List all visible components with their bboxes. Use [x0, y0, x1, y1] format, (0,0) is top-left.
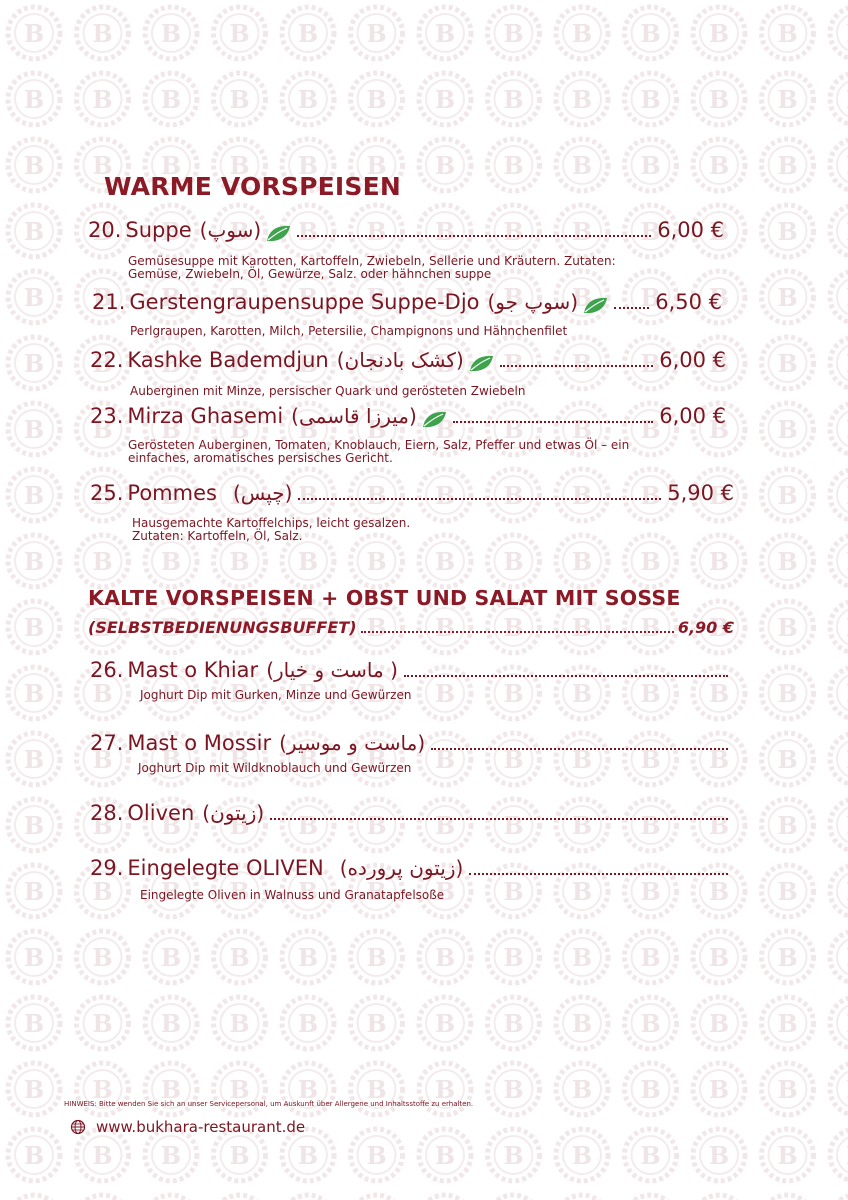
item-name: Eingelegte OLIVEN	[127, 856, 324, 880]
menu-item-28	[90, 801, 734, 833]
menu-item-27	[90, 731, 734, 763]
leaf-icon	[265, 225, 291, 243]
item-description: Hausgemachte Kartoffelchips, leicht gesalzen. Zutaten: Kartoffeln, Öl, Salz.	[132, 516, 411, 543]
item-arabic-name: (چپس)	[232, 481, 293, 505]
leaf-icon	[421, 411, 447, 429]
item-name: Gerstengraupensuppe Suppe-Djo	[129, 290, 480, 314]
item-arabic-name: ( ماست و خیار)	[266, 658, 398, 682]
item-number: 23.	[90, 404, 124, 428]
item-description: Gemüsesuppe mit Karotten, Kartoffeln, Zwiebeln, Sellerie und Kräutern. Zutaten: Gemüse, Zwiebeln, Öl, Gewürze, Salz. oder hähnchen suppe	[128, 254, 616, 281]
item-price: 5,90 €	[667, 481, 734, 505]
item-number: 22.	[90, 348, 124, 372]
buffet-price-line	[88, 618, 734, 642]
menu-item-22	[90, 348, 726, 380]
item-arabic-name: (زیتون پرورده)	[339, 856, 464, 880]
globe-icon	[70, 1119, 86, 1135]
dotted-leader	[404, 675, 728, 677]
dotted-leader	[431, 748, 728, 750]
item-description: Auberginen mit Minze, persischer Quark und gerösteten Zwiebeln	[130, 384, 526, 398]
item-name: Pommes	[127, 481, 217, 505]
dotted-leader	[270, 818, 728, 820]
menu-item-23	[90, 404, 726, 436]
item-number: 25.	[90, 481, 124, 505]
warm-section-title: WARME VORSPEISEN	[104, 172, 402, 201]
item-number: 27.	[90, 731, 124, 755]
dotted-leader	[361, 631, 674, 633]
item-arabic-name: (سوپ)	[199, 218, 262, 242]
dotted-leader	[453, 421, 653, 423]
item-name: Mast o Mossir	[127, 731, 272, 755]
item-description: Joghurt Dip mit Gurken, Minze und Gewürzen	[140, 688, 412, 702]
item-number: 28.	[90, 801, 124, 825]
buffet-label: (SELBSTBEDIENUNGSBUFFET)	[88, 618, 357, 637]
item-price: 6,00 €	[659, 348, 726, 372]
item-arabic-name: (ماست و موسیر)	[279, 731, 426, 755]
item-description: Eingelegte Oliven in Walnuss und Granatapfelsoße	[140, 888, 445, 902]
leaf-icon	[582, 297, 608, 315]
item-description: Perlgraupen, Karotten, Milch, Petersilie, Champignons und Hähnchenfilet	[130, 324, 568, 338]
item-number: 21.	[92, 290, 126, 314]
dotted-leader	[614, 307, 649, 309]
item-price: 6,00 €	[657, 218, 724, 242]
buffet-price: 6,90 €	[677, 618, 734, 637]
item-name: Kashke Bademdjun	[127, 348, 329, 372]
dotted-leader	[298, 498, 661, 500]
menu-item-29	[90, 856, 734, 888]
dotted-leader	[297, 235, 651, 237]
menu-item-26	[90, 658, 734, 690]
item-price: 6,00 €	[659, 404, 726, 428]
item-arabic-name: (کشک بادنجان)	[336, 348, 464, 372]
menu-item-25	[90, 481, 734, 513]
menu-item-21	[92, 290, 722, 322]
leaf-icon	[468, 355, 494, 373]
item-price: 6,50 €	[655, 290, 722, 314]
item-arabic-name: (میرزا قاسمی)	[291, 404, 417, 428]
item-name: Mirza Ghasemi	[127, 404, 284, 428]
item-name: Oliven	[127, 801, 195, 825]
menu-item-20	[88, 218, 724, 250]
website-url[interactable]: www.bukhara-restaurant.de	[96, 1118, 306, 1136]
allergen-hint: HINWEIS: Bitte wenden Sie sich an unser Servicepersonal, um Auskunft über Allergene und Inhaltsstoffe zu erhalten.	[64, 1100, 474, 1108]
item-arabic-name: (سوپ جو)	[487, 290, 579, 314]
item-description: Joghurt Dip mit Wildknoblauch und Gewürzen	[138, 761, 412, 775]
item-description: Gerösteten Auberginen, Tomaten, Knoblauch, Eiern, Salz, Pfeffer und etwas Öl – ein einfaches, aromatisches persisches Gericht.	[128, 438, 630, 465]
item-name: Mast o Khiar	[127, 658, 259, 682]
cold-section-title: KALTE VORSPEISEN + OBST UND SALAT MIT SOSSE	[88, 586, 681, 610]
item-number: 20.	[88, 218, 122, 242]
item-number: 29.	[90, 856, 124, 880]
dotted-leader	[500, 365, 653, 367]
item-name: Suppe	[125, 218, 192, 242]
website-link[interactable]	[70, 1118, 305, 1136]
item-arabic-name: (زیتون)	[202, 801, 265, 825]
item-number: 26.	[90, 658, 124, 682]
dotted-leader	[469, 873, 728, 875]
